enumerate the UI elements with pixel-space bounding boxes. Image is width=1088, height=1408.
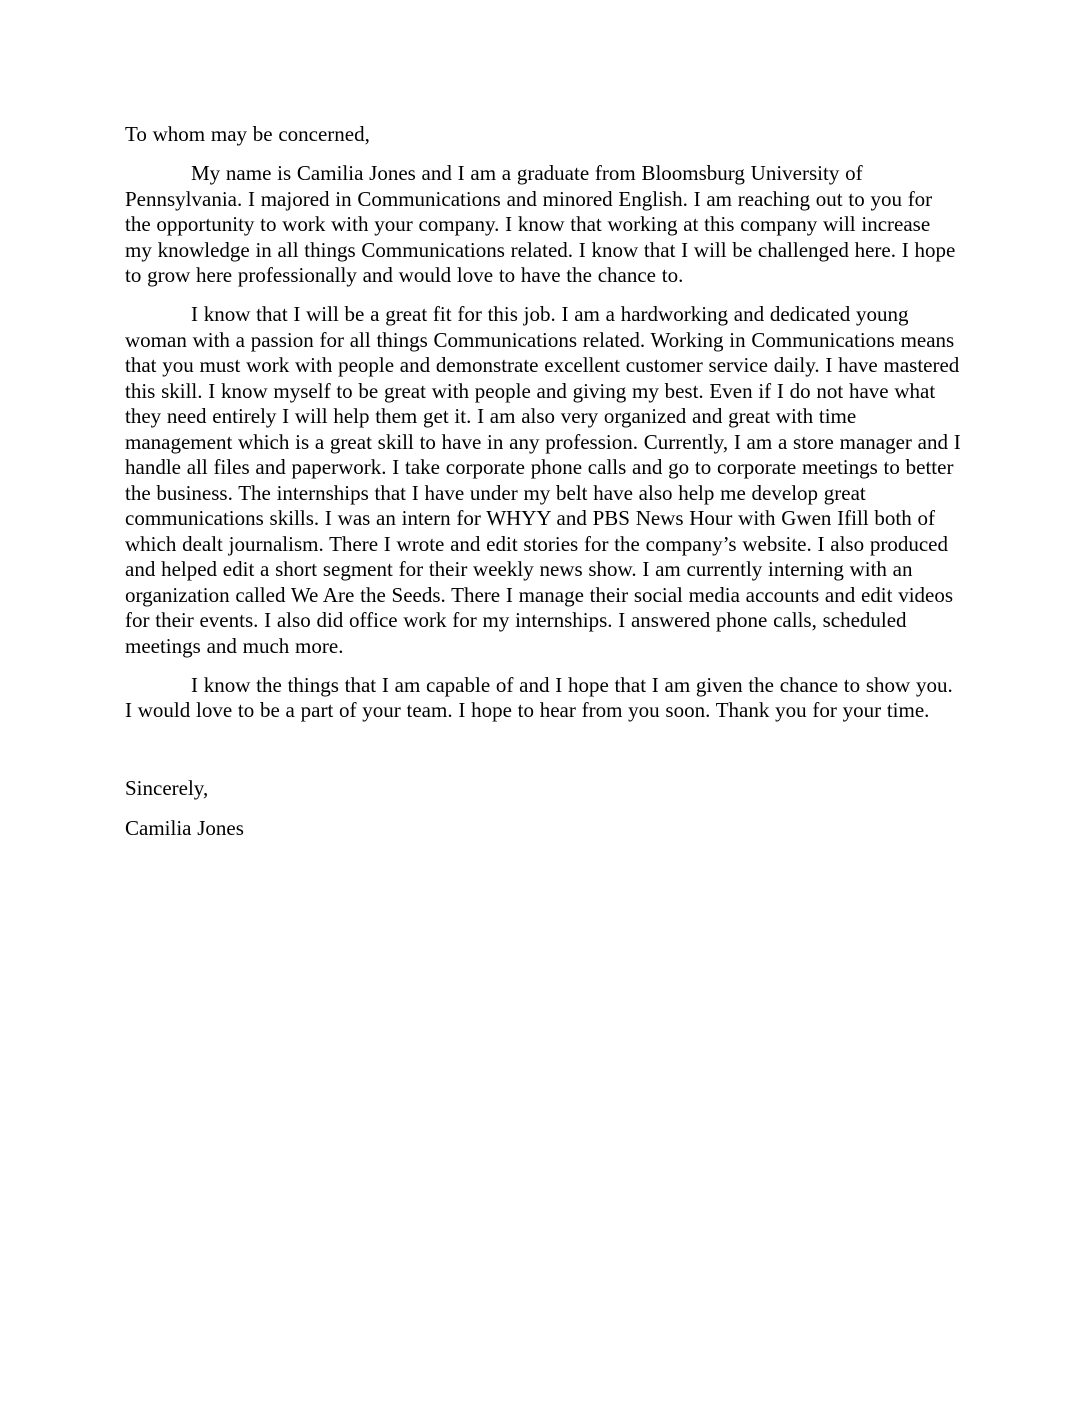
letter-body	[125, 122, 961, 841]
signature-name: Camilia Jones	[125, 815, 244, 840]
paragraph-qualifications: I know that I will be a great fit for this job. I am a hardworking and dedicated young woman with a passion for all things Communications related. Working in Communications means that you must work with people and demonstrate excellent customer service daily. I have mastered this skill. I know myself to be great with people and giving my best. Even if I do not have what they need entirely I will help them get it. I am also very organized and great with time management which is a great skill to have in any profession. Currently, I am a store manager and I handle all files and paperwork. I take corporate phone calls and go to corporate meetings to better the business. The internships that I have under my belt have also help me develop great communications skills. I was an intern for WHYY and PBS News Hour with Gwen Ifill both of which dealt journalism. There I wrote and edit stories for the company’s website. I also produced and helped edit a short segment for their weekly news show. I am currently interning with an organization called We Are the Seeds. There I manage their social media accounts and edit videos for their events. I also did office work for my internships. I answered phone calls, scheduled meetings and much more.	[125, 302, 961, 658]
paragraph-introduction: My name is Camilia Jones and I am a graduate from Bloomsburg University of Pennsylvania. I majored in Communications and minored English. I am reaching out to you for the opportunity to work with your company. I know that working at this company will increase my knowledge in all things Communications related. I know that I will be challenged here. I hope to grow here professionally and would love to have the chance to.	[125, 161, 956, 287]
blank-line-spacer	[125, 737, 961, 776]
closing-block	[125, 776, 961, 841]
paragraph-conclusion: I know the things that I am capable of and I hope that I am given the chance to show you. I would love to be a part of your team. I hope to hear from you soon. Thank you for your time.	[125, 672, 953, 722]
salutation: To whom may be concerned,	[125, 122, 370, 146]
closing-phrase: Sincerely,	[125, 776, 209, 800]
